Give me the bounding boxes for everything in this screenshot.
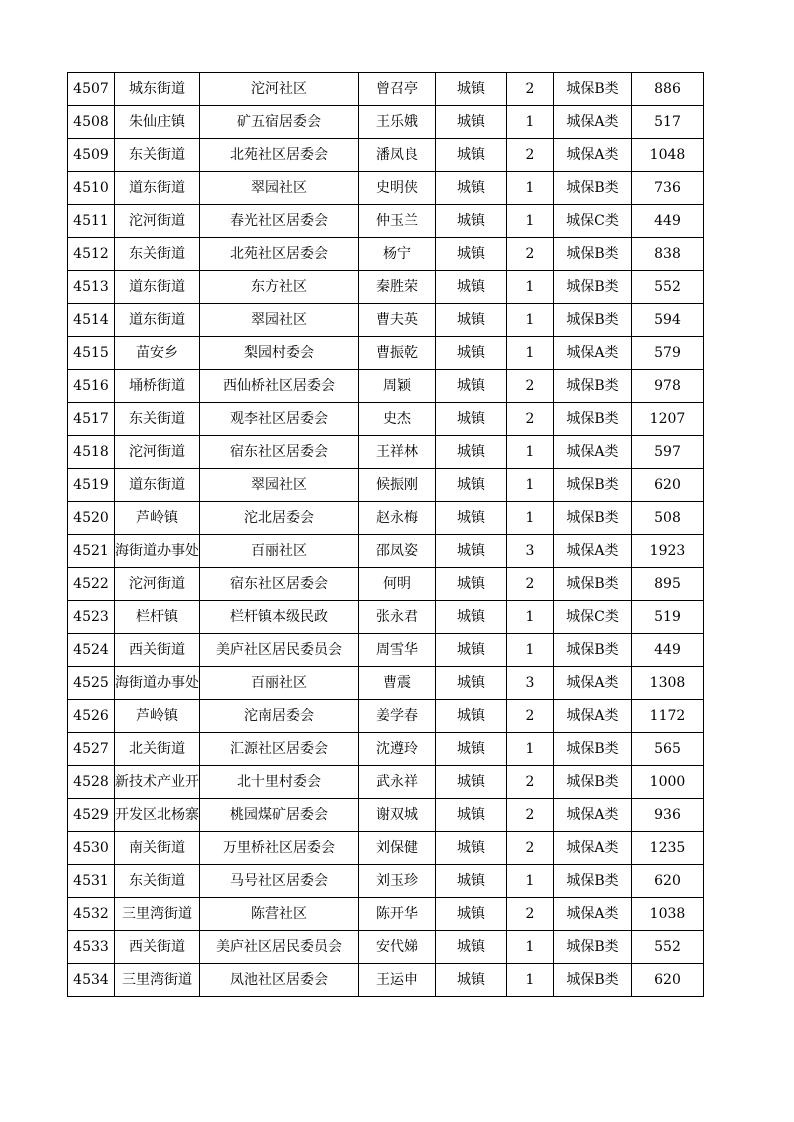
row-number-cell: 4518	[68, 436, 115, 469]
community-cell: 宿东社区居委会	[200, 568, 359, 601]
table-row	[68, 733, 704, 766]
street-cell: 苗安乡	[115, 337, 200, 370]
table-row	[68, 139, 704, 172]
area-type-cell: 城镇	[436, 799, 507, 832]
area-type-cell: 城镇	[436, 535, 507, 568]
community-cell: 翠园社区	[200, 172, 359, 205]
category-cell: 城保C类	[554, 601, 632, 634]
table-row	[68, 172, 704, 205]
household-size-cell: 1	[507, 931, 554, 964]
community-cell: 百丽社区	[200, 667, 359, 700]
table-body	[68, 73, 704, 997]
table-row	[68, 568, 704, 601]
category-cell: 城保B类	[554, 865, 632, 898]
household-size-cell: 2	[507, 370, 554, 403]
row-number-cell: 4520	[68, 502, 115, 535]
street-cell: 道东街道	[115, 304, 200, 337]
name-cell: 姜学春	[359, 700, 436, 733]
amount-cell: 579	[632, 337, 704, 370]
area-type-cell: 城镇	[436, 139, 507, 172]
household-size-cell: 2	[507, 799, 554, 832]
area-type-cell: 城镇	[436, 766, 507, 799]
table-row	[68, 337, 704, 370]
area-type-cell: 城镇	[436, 568, 507, 601]
street-cell: 开发区北杨寨	[115, 799, 200, 832]
amount-cell: 620	[632, 964, 704, 997]
table-row	[68, 238, 704, 271]
row-number-cell: 4524	[68, 634, 115, 667]
amount-cell: 449	[632, 205, 704, 238]
table-row	[68, 370, 704, 403]
category-cell: 城保A类	[554, 535, 632, 568]
amount-cell: 620	[632, 469, 704, 502]
community-cell: 万里桥社区居委会	[200, 832, 359, 865]
household-size-cell: 1	[507, 964, 554, 997]
name-cell: 邵凤姿	[359, 535, 436, 568]
name-cell: 王祥林	[359, 436, 436, 469]
row-number-cell: 4514	[68, 304, 115, 337]
name-cell: 仲玉兰	[359, 205, 436, 238]
category-cell: 城保A类	[554, 436, 632, 469]
category-cell: 城保A类	[554, 667, 632, 700]
household-size-cell: 1	[507, 337, 554, 370]
street-cell: 芦岭镇	[115, 502, 200, 535]
table-row	[68, 964, 704, 997]
amount-cell: 449	[632, 634, 704, 667]
area-type-cell: 城镇	[436, 304, 507, 337]
amount-cell: 517	[632, 106, 704, 139]
community-cell: 汇源社区居委会	[200, 733, 359, 766]
amount-cell: 519	[632, 601, 704, 634]
area-type-cell: 城镇	[436, 865, 507, 898]
name-cell: 赵永梅	[359, 502, 436, 535]
community-cell: 桃园煤矿居委会	[200, 799, 359, 832]
table-row	[68, 436, 704, 469]
community-cell: 北十里村委会	[200, 766, 359, 799]
name-cell: 谢双城	[359, 799, 436, 832]
amount-cell: 1308	[632, 667, 704, 700]
category-cell: 城保A类	[554, 832, 632, 865]
street-cell: 东关街道	[115, 403, 200, 436]
category-cell: 城保B类	[554, 931, 632, 964]
category-cell: 城保B类	[554, 502, 632, 535]
community-cell: 翠园社区	[200, 304, 359, 337]
category-cell: 城保B类	[554, 634, 632, 667]
record-table	[67, 72, 704, 997]
community-cell: 栏杆镇本级民政	[200, 601, 359, 634]
row-number-cell: 4531	[68, 865, 115, 898]
household-size-cell: 1	[507, 469, 554, 502]
household-size-cell: 2	[507, 766, 554, 799]
name-cell: 刘玉珍	[359, 865, 436, 898]
area-type-cell: 城镇	[436, 403, 507, 436]
table-row	[68, 502, 704, 535]
table-row	[68, 766, 704, 799]
name-cell: 候振刚	[359, 469, 436, 502]
street-cell: 沱河街道	[115, 205, 200, 238]
community-cell: 凤池社区居委会	[200, 964, 359, 997]
category-cell: 城保B类	[554, 271, 632, 304]
street-cell: 道东街道	[115, 172, 200, 205]
amount-cell: 1048	[632, 139, 704, 172]
community-cell: 马号社区居委会	[200, 865, 359, 898]
table-row	[68, 304, 704, 337]
area-type-cell: 城镇	[436, 370, 507, 403]
row-number-cell: 4533	[68, 931, 115, 964]
household-size-cell: 1	[507, 634, 554, 667]
community-cell: 东方社区	[200, 271, 359, 304]
area-type-cell: 城镇	[436, 700, 507, 733]
row-number-cell: 4530	[68, 832, 115, 865]
household-size-cell: 2	[507, 139, 554, 172]
category-cell: 城保C类	[554, 205, 632, 238]
area-type-cell: 城镇	[436, 106, 507, 139]
name-cell: 沈遵玲	[359, 733, 436, 766]
name-cell: 王乐娥	[359, 106, 436, 139]
table-row	[68, 106, 704, 139]
area-type-cell: 城镇	[436, 73, 507, 106]
row-number-cell: 4532	[68, 898, 115, 931]
name-cell: 张永君	[359, 601, 436, 634]
area-type-cell: 城镇	[436, 634, 507, 667]
row-number-cell: 4534	[68, 964, 115, 997]
row-number-cell: 4507	[68, 73, 115, 106]
area-type-cell: 城镇	[436, 898, 507, 931]
name-cell: 曹震	[359, 667, 436, 700]
area-type-cell: 城镇	[436, 733, 507, 766]
household-size-cell: 1	[507, 601, 554, 634]
area-type-cell: 城镇	[436, 337, 507, 370]
amount-cell: 508	[632, 502, 704, 535]
area-type-cell: 城镇	[436, 172, 507, 205]
row-number-cell: 4522	[68, 568, 115, 601]
household-size-cell: 2	[507, 898, 554, 931]
row-number-cell: 4526	[68, 700, 115, 733]
name-cell: 何明	[359, 568, 436, 601]
street-cell: 沱河街道	[115, 568, 200, 601]
name-cell: 史明侠	[359, 172, 436, 205]
table-row	[68, 601, 704, 634]
community-cell: 陈营社区	[200, 898, 359, 931]
street-cell: 南关街道	[115, 832, 200, 865]
amount-cell: 552	[632, 931, 704, 964]
amount-cell: 1000	[632, 766, 704, 799]
row-number-cell: 4516	[68, 370, 115, 403]
amount-cell: 936	[632, 799, 704, 832]
area-type-cell: 城镇	[436, 832, 507, 865]
amount-cell: 594	[632, 304, 704, 337]
row-number-cell: 4521	[68, 535, 115, 568]
row-number-cell: 4529	[68, 799, 115, 832]
category-cell: 城保B类	[554, 73, 632, 106]
household-size-cell: 2	[507, 403, 554, 436]
amount-cell: 838	[632, 238, 704, 271]
row-number-cell: 4527	[68, 733, 115, 766]
community-cell: 宿东社区居委会	[200, 436, 359, 469]
row-number-cell: 4515	[68, 337, 115, 370]
row-number-cell: 4512	[68, 238, 115, 271]
amount-cell: 1235	[632, 832, 704, 865]
street-cell: 东关街道	[115, 865, 200, 898]
table-row	[68, 535, 704, 568]
area-type-cell: 城镇	[436, 469, 507, 502]
category-cell: 城保A类	[554, 898, 632, 931]
name-cell: 杨宁	[359, 238, 436, 271]
community-cell: 春光社区居委会	[200, 205, 359, 238]
area-type-cell: 城镇	[436, 436, 507, 469]
name-cell: 王运申	[359, 964, 436, 997]
name-cell: 安代娣	[359, 931, 436, 964]
street-cell: 东关街道	[115, 238, 200, 271]
street-cell: 北关街道	[115, 733, 200, 766]
name-cell: 曾召亭	[359, 73, 436, 106]
table-row	[68, 832, 704, 865]
household-size-cell: 1	[507, 106, 554, 139]
community-cell: 百丽社区	[200, 535, 359, 568]
community-cell: 矿五宿居委会	[200, 106, 359, 139]
household-size-cell: 1	[507, 733, 554, 766]
street-cell: 海街道办事处	[115, 667, 200, 700]
category-cell: 城保B类	[554, 304, 632, 337]
row-number-cell: 4528	[68, 766, 115, 799]
area-type-cell: 城镇	[436, 502, 507, 535]
household-size-cell: 1	[507, 865, 554, 898]
household-size-cell: 1	[507, 205, 554, 238]
household-size-cell: 2	[507, 700, 554, 733]
table-row	[68, 271, 704, 304]
category-cell: 城保A类	[554, 799, 632, 832]
name-cell: 周雪华	[359, 634, 436, 667]
row-number-cell: 4508	[68, 106, 115, 139]
household-size-cell: 3	[507, 667, 554, 700]
row-number-cell: 4519	[68, 469, 115, 502]
amount-cell: 1172	[632, 700, 704, 733]
table-row	[68, 634, 704, 667]
street-cell: 西关街道	[115, 931, 200, 964]
area-type-cell: 城镇	[436, 667, 507, 700]
name-cell: 曹振乾	[359, 337, 436, 370]
table-row	[68, 205, 704, 238]
category-cell: 城保A类	[554, 139, 632, 172]
amount-cell: 597	[632, 436, 704, 469]
name-cell: 刘保健	[359, 832, 436, 865]
community-cell: 西仙桥社区居委会	[200, 370, 359, 403]
amount-cell: 1207	[632, 403, 704, 436]
household-size-cell: 1	[507, 271, 554, 304]
amount-cell: 565	[632, 733, 704, 766]
household-size-cell: 2	[507, 832, 554, 865]
table-row	[68, 403, 704, 436]
household-size-cell: 2	[507, 238, 554, 271]
area-type-cell: 城镇	[436, 271, 507, 304]
amount-cell: 1038	[632, 898, 704, 931]
household-size-cell: 2	[507, 73, 554, 106]
area-type-cell: 城镇	[436, 931, 507, 964]
name-cell: 史杰	[359, 403, 436, 436]
name-cell: 武永祥	[359, 766, 436, 799]
amount-cell: 552	[632, 271, 704, 304]
category-cell: 城保A类	[554, 700, 632, 733]
table-row	[68, 898, 704, 931]
amount-cell: 1923	[632, 535, 704, 568]
area-type-cell: 城镇	[436, 601, 507, 634]
name-cell: 周颖	[359, 370, 436, 403]
household-size-cell: 1	[507, 304, 554, 337]
category-cell: 城保B类	[554, 964, 632, 997]
table-row	[68, 931, 704, 964]
table-row	[68, 865, 704, 898]
category-cell: 城保B类	[554, 238, 632, 271]
area-type-cell: 城镇	[436, 205, 507, 238]
category-cell: 城保B类	[554, 568, 632, 601]
table-row	[68, 667, 704, 700]
street-cell: 朱仙庄镇	[115, 106, 200, 139]
row-number-cell: 4510	[68, 172, 115, 205]
table-row	[68, 73, 704, 106]
community-cell: 翠园社区	[200, 469, 359, 502]
category-cell: 城保A类	[554, 337, 632, 370]
community-cell: 沱南居委会	[200, 700, 359, 733]
community-cell: 沱河社区	[200, 73, 359, 106]
name-cell: 陈开华	[359, 898, 436, 931]
table-row	[68, 469, 704, 502]
street-cell: 三里湾街道	[115, 964, 200, 997]
community-cell: 北苑社区居委会	[200, 238, 359, 271]
row-number-cell: 4511	[68, 205, 115, 238]
category-cell: 城保B类	[554, 403, 632, 436]
community-cell: 北苑社区居委会	[200, 139, 359, 172]
amount-cell: 736	[632, 172, 704, 205]
community-cell: 沱北居委会	[200, 502, 359, 535]
category-cell: 城保B类	[554, 172, 632, 205]
street-cell: 新技术产业开	[115, 766, 200, 799]
name-cell: 曹夫英	[359, 304, 436, 337]
row-number-cell: 4525	[68, 667, 115, 700]
name-cell: 秦胜荣	[359, 271, 436, 304]
street-cell: 东关街道	[115, 139, 200, 172]
street-cell: 芦岭镇	[115, 700, 200, 733]
street-cell: 沱河街道	[115, 436, 200, 469]
name-cell: 潘凤良	[359, 139, 436, 172]
row-number-cell: 4513	[68, 271, 115, 304]
category-cell: 城保A类	[554, 106, 632, 139]
row-number-cell: 4517	[68, 403, 115, 436]
street-cell: 西关街道	[115, 634, 200, 667]
household-size-cell: 3	[507, 535, 554, 568]
category-cell: 城保B类	[554, 469, 632, 502]
street-cell: 埇桥街道	[115, 370, 200, 403]
street-cell: 海街道办事处	[115, 535, 200, 568]
household-size-cell: 2	[507, 568, 554, 601]
community-cell: 美庐社区居民委员会	[200, 931, 359, 964]
street-cell: 三里湾街道	[115, 898, 200, 931]
street-cell: 道东街道	[115, 469, 200, 502]
table-row	[68, 799, 704, 832]
community-cell: 观李社区居委会	[200, 403, 359, 436]
amount-cell: 895	[632, 568, 704, 601]
amount-cell: 620	[632, 865, 704, 898]
row-number-cell: 4509	[68, 139, 115, 172]
household-size-cell: 1	[507, 172, 554, 205]
category-cell: 城保B类	[554, 370, 632, 403]
area-type-cell: 城镇	[436, 238, 507, 271]
row-number-cell: 4523	[68, 601, 115, 634]
community-cell: 美庐社区居民委员会	[200, 634, 359, 667]
category-cell: 城保B类	[554, 766, 632, 799]
household-size-cell: 1	[507, 436, 554, 469]
amount-cell: 978	[632, 370, 704, 403]
household-size-cell: 1	[507, 502, 554, 535]
table-row	[68, 700, 704, 733]
street-cell: 城东街道	[115, 73, 200, 106]
area-type-cell: 城镇	[436, 964, 507, 997]
category-cell: 城保B类	[554, 733, 632, 766]
amount-cell: 886	[632, 73, 704, 106]
street-cell: 道东街道	[115, 271, 200, 304]
street-cell: 栏杆镇	[115, 601, 200, 634]
community-cell: 梨园村委会	[200, 337, 359, 370]
